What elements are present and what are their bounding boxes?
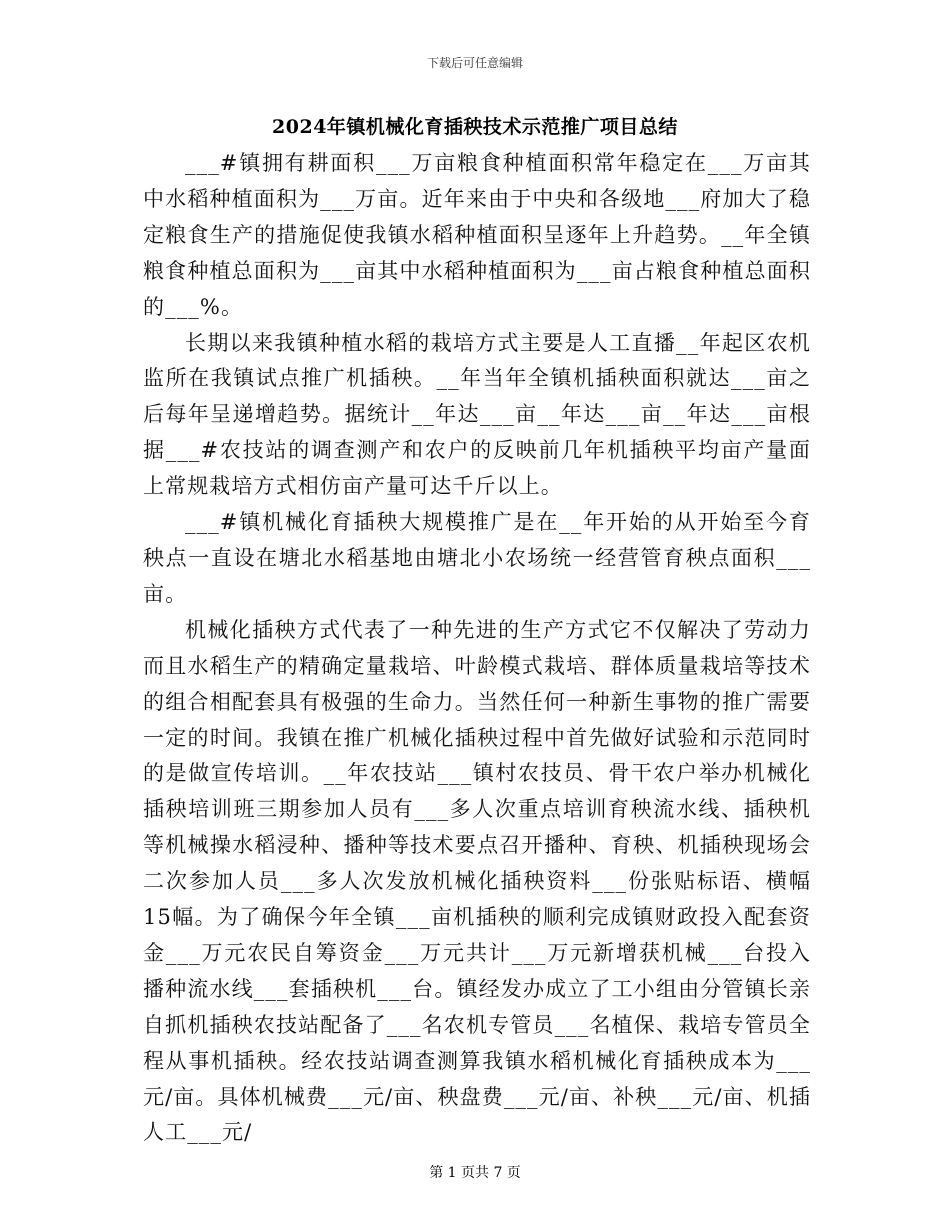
paragraph: 机械化插秧方式代表了一种先进的生产方式它不仅解决了劳动力而且水稻生产的精确定量栽培、叶龄模式栽培、群体质量栽培等技术的组合相配套具有极强的生命力。当然任何一种新生事物的推广需要一定的时间。我镇在推广机械化插秧过程中首先做好试验和示范同时的是做宣传培训。__年农技站___镇村农技员、骨干农户举办机械化插秧培训班三期参加人员有___多人次重点培训育秧流水线、插秧机等机械操水稻浸种、播种等技术要点召开播种、育秧、机插秧现场会二次参加人员___多人次发放机械化插秧资料___份张贴标语、横幅15幅。为了确保今年全镇___亩机插秧的顺利完成镇财政投入配套资金___万元农民自筹资金___万元共计___万元新增获机械___台投入播种流水线___套插秧机___台。镇经发办成立了工小组由分管镇长亲自抓机插秧农技站配备了___名农机专管员___名植保、栽培专管员全程从事机插秧。经农技站调查测算我镇水稻机械化育插秧成本为___元/亩。具体机械费___元/亩、秧盘费___元/亩、补秧___元/亩、机插人工___元/ xyxy=(143,617,811,1145)
document-body xyxy=(143,146,811,1151)
paragraph: 长期以来我镇种植水稻的栽培方式主要是人工直播__年起区农机监所在我镇试点推广机插秧。__年当年全镇机插秧面积就达___亩之后每年呈递增趋势。据统计__年达___亩__年达___亩__年达___亩根据___#农技站的调查测产和农户的反映前几年机插秧平均亩产量面上常规栽培方式相仿亩产量可达千斤以上。 xyxy=(143,330,811,499)
paragraph: ___#镇拥有耕面积___万亩粮食种植面积常年稳定在___万亩其中水稻种植面积为___万亩。近年来由于中央和各级地___府加大了稳定粮食生产的措施促使我镇水稻种植面积呈逐年上升趋势。__年全镇粮食种植总面积为___亩其中水稻种植面积为___亩占粮食种植总面积的___%。 xyxy=(143,151,811,319)
header-note: 下载后可任意编辑 xyxy=(426,56,523,70)
document-title: 2024年镇机械化育插秧技术示范推广项目总结 xyxy=(272,116,678,138)
page-number: 第 1 页共 7 页 xyxy=(429,1165,521,1181)
paragraph: ___#镇机械化育插秧大规模推广是在__年开始的从开始至今育秧点一直设在塘北水稻基地由塘北小农场统一经营管育秧点面积___亩。 xyxy=(143,510,811,606)
